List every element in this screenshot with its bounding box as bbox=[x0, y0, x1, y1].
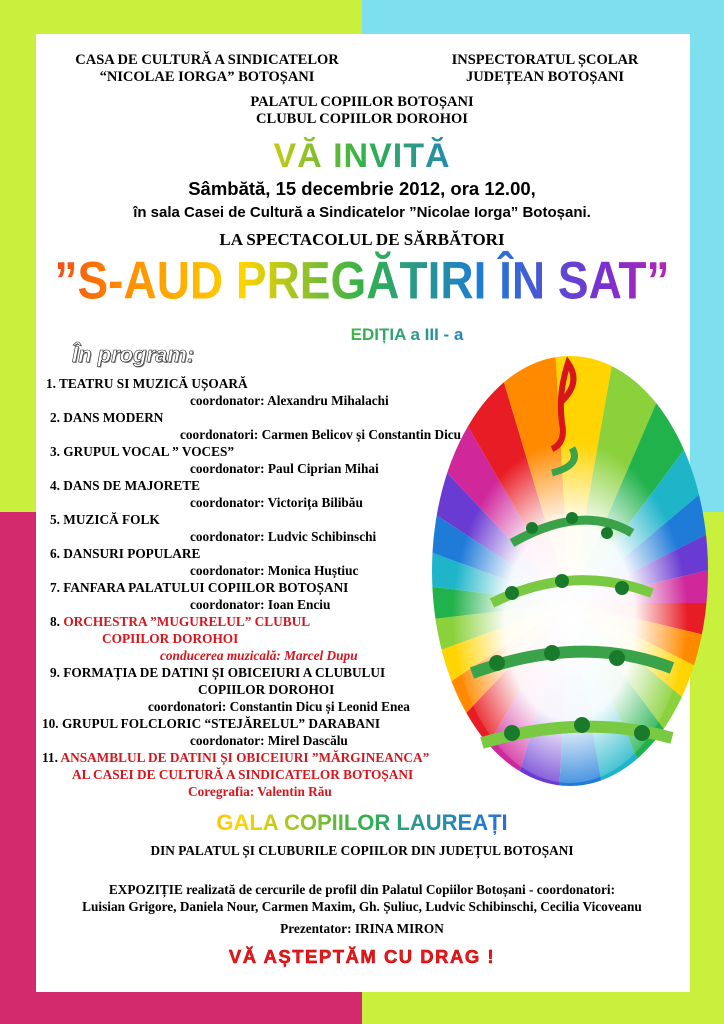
closing-line: VĂ AȘTEPTĂM CU DRAG ! bbox=[228, 946, 496, 967]
program-item-10: 10. GRUPUL FOLCLORIC “STEJĂRELUL” DARABANI bbox=[42, 716, 381, 731]
program-item-3-coordinator: coordonator: Paul Ciprian Mihai bbox=[190, 461, 379, 476]
rainbow-music-tree-icon bbox=[432, 353, 708, 789]
program-item-8-title: ORCHESTRA ”MUGURELUL” CLUBUL bbox=[63, 614, 311, 629]
program-item-8-line2: COPIILOR DOROHOI bbox=[102, 631, 239, 646]
frame-top-left bbox=[0, 0, 362, 34]
program-item-8 bbox=[50, 613, 310, 630]
frame-bottom-left bbox=[0, 992, 362, 1024]
program-item-3: 3. GRUPUL VOCAL ” VOCES” bbox=[50, 444, 235, 459]
program-item-4-coordinator: coordonator: Victorița Bilibău bbox=[190, 495, 363, 510]
organizer-left bbox=[62, 52, 352, 86]
program-item-11-line2: AL CASEI DE CULTURĂ A SINDICATELOR BOTOȘANI bbox=[72, 767, 414, 782]
program-item-5: 5. MUZICĂ FOLK bbox=[50, 512, 160, 527]
program-item-9: 9. FORMAȚIA DE DATINI ȘI OBICEIURI A CLUBULUI bbox=[50, 665, 386, 680]
program-item-11-choreography: Coregrafia: Valentin Rău bbox=[188, 784, 332, 799]
program-item-6: 6. DANSURI POPULARE bbox=[50, 546, 201, 561]
gala-subtitle: DIN PALATUL ȘI CLUBURILE COPIILOR DIN JUDEȚUL BOTOȘANI bbox=[150, 843, 574, 858]
expo-line-1: EXPOZIȚIE realizată de cercurile de profil din Palatul Copiilor Botoșani - coordonatori: bbox=[108, 882, 616, 897]
program-item-7: 7. FANFARA PALATULUI COPIILOR BOTOȘANI bbox=[50, 580, 349, 595]
show-line: LA SPECTACOLUL DE SĂRBĂTORI bbox=[219, 230, 505, 249]
expo-line-2: Luisian Grigore, Daniela Nour, Carmen Maxim, Gh. Șuliuc, Ludvic Schibinschi, Cecilia Vicoveanu bbox=[82, 899, 642, 914]
program-item-11-number: 11. bbox=[42, 750, 58, 765]
organizer-center-line1: PALATUL COPIILOR BOTOȘANI bbox=[250, 94, 474, 110]
program-item-2: 2. DANS MODERN bbox=[50, 410, 164, 425]
program-item-11 bbox=[42, 749, 429, 766]
program-heading: În program: bbox=[72, 342, 195, 367]
organizer-right-line1: INSPECTORATUL ȘCOLAR bbox=[451, 52, 639, 68]
frame-bottom-right bbox=[362, 992, 724, 1024]
program-item-9-coordinator: coordonatori: Constantin Dicu și Leonid Enea bbox=[148, 699, 410, 714]
program-item-8-number: 8. bbox=[50, 614, 60, 629]
program-item-1 bbox=[46, 375, 248, 392]
program-item-11-title: ANSAMBLUL DE DATINI ȘI OBICEIURI ”MĂRGINEANCA” bbox=[60, 750, 430, 765]
invite-heading: VĂ INVITĂ bbox=[0, 137, 724, 176]
program-item-1-title: 1. TEATRU SI MUZICĂ UȘOARĂ bbox=[46, 376, 248, 391]
date-line: Sâmbătă, 15 decembrie 2012, ora 12.00, bbox=[188, 178, 536, 199]
frame-top-right bbox=[362, 0, 724, 34]
organizer-right bbox=[430, 52, 660, 86]
program-item-2-coordinator: coordonatori: Carmen Belicov și Constantin Dicu bbox=[180, 427, 462, 442]
program-item-8-conductor: conducerea muzicală: Marcel Dupu bbox=[160, 648, 358, 663]
program-item-1-coordinator: coordonator: Alexandru Mihalachi bbox=[190, 393, 389, 408]
program-item-4: 4. DANS DE MAJORETE bbox=[50, 478, 200, 493]
edition-text: EDIȚIA a III - a bbox=[350, 325, 464, 344]
show-title: ”S-AUD PREGĂTIRI ÎN SAT” bbox=[0, 249, 724, 311]
organizer-left-line2: “NICOLAE IORGA” BOTOȘANI bbox=[99, 69, 315, 85]
program-item-5-coordinator: coordonator: Ludvic Schibinschi bbox=[190, 529, 377, 544]
program-item-9-line2: COPIILOR DOROHOI bbox=[198, 682, 335, 697]
organizer-center-line2: CLUBUL COPIILOR DOROHOI bbox=[256, 111, 468, 127]
program-item-6-coordinator: coordonator: Monica Huștiuc bbox=[190, 563, 359, 578]
venue-line: în sala Casei de Cultură a Sindicatelor ”Nicolae Iorga” Botoșani. bbox=[133, 204, 591, 221]
organizer-right-line2: JUDEȚEAN BOTOȘANI bbox=[465, 69, 625, 85]
program-item-7-coordinator: coordonator: Ioan Enciu bbox=[190, 597, 331, 612]
organizer-center bbox=[0, 94, 724, 128]
gala-heading: GALA COPIILOR LAUREAȚI bbox=[0, 810, 724, 836]
organizer-left-line1: CASA DE CULTURĂ A SINDICATELOR bbox=[75, 52, 339, 68]
program-item-10-coordinator: coordonator: Mirel Dascălu bbox=[190, 733, 348, 748]
presenter-line: Prezentator: IRINA MIRON bbox=[280, 921, 444, 936]
